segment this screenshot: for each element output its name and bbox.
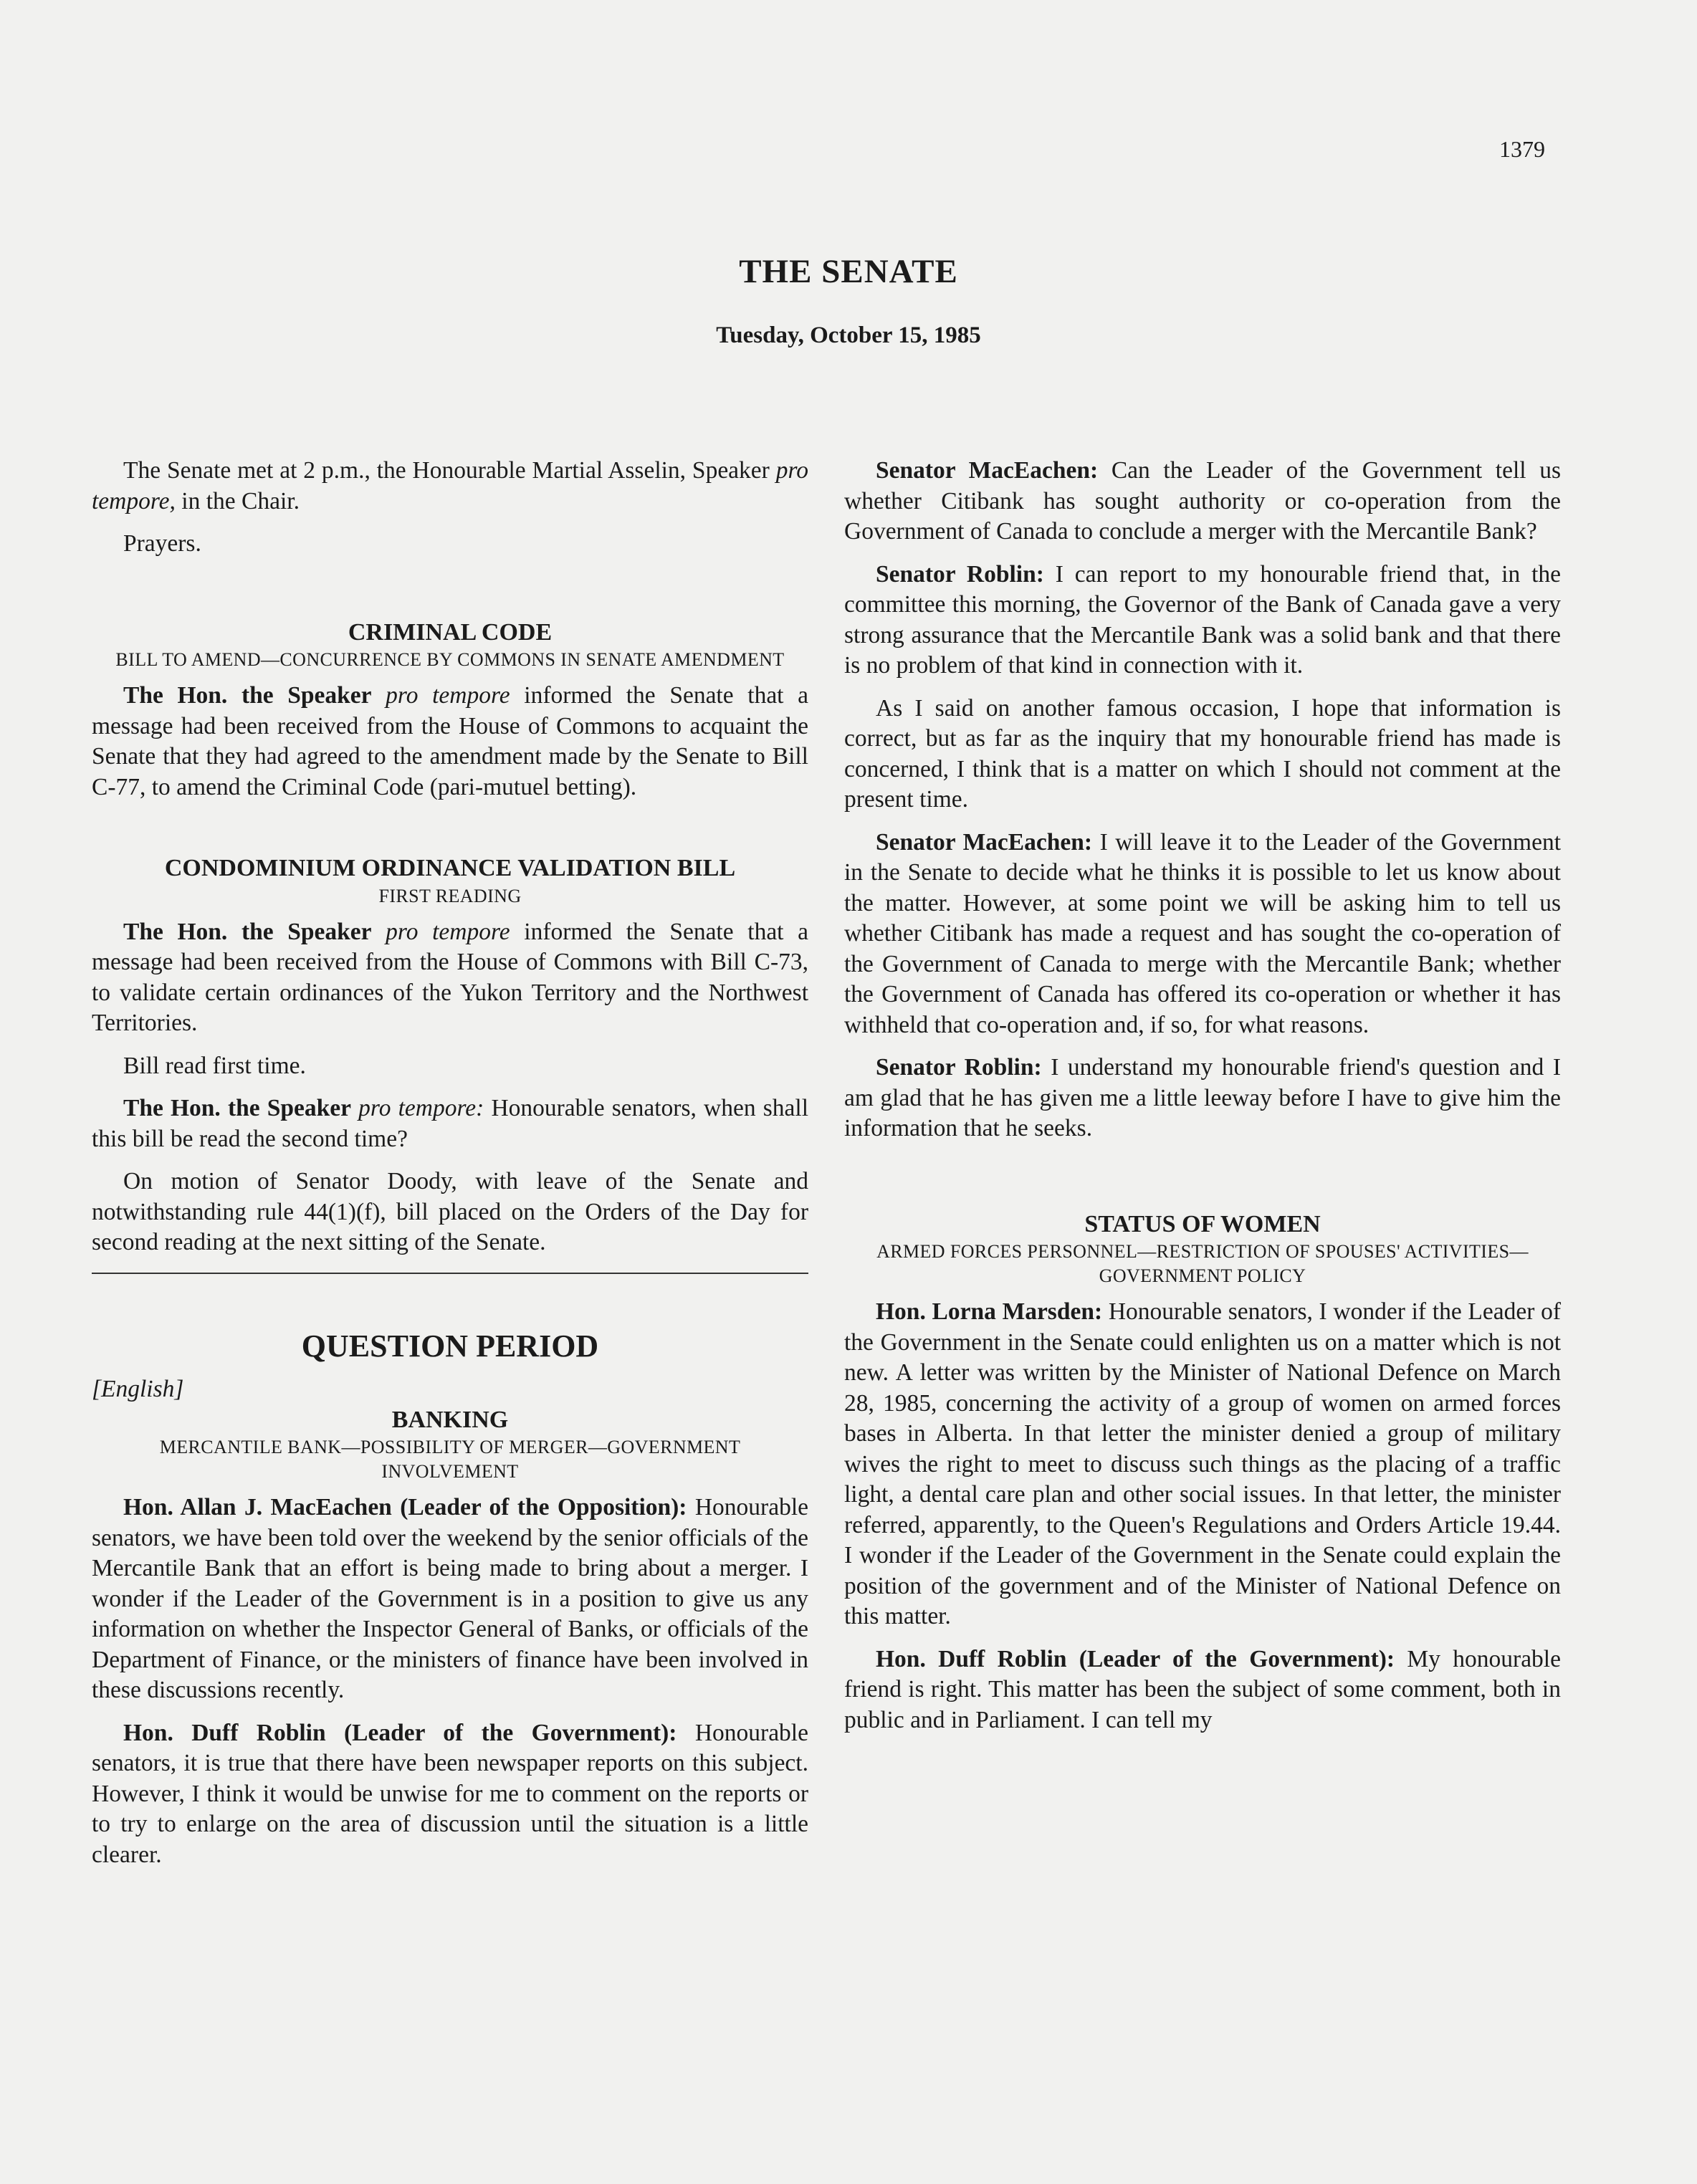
question-paragraph-5: As I said on another famous occasion, I hope that information is correct, but as far as the inquiry that my honourable friend has made is concerned, I think that is a matter on which I should not comment at the present time.: [844, 694, 1561, 813]
question-paragraph-4: Senator Roblin: I can report to my honourable friend that, in the committee this morning, the Governor of the Bank of Canada gave a very strong assurance that the Mercantile Bank was a solid bank and that there is no problem of that kind in connection with it.: [844, 560, 1562, 679]
prayers: Prayers.: [123, 530, 201, 557]
page-number: 1379: [1499, 136, 1545, 162]
question-paragraph-3: Senator MacEachen: Can the Leader of the Government tell us whether Citibank has sought authority or co-operation from the Government of Canada to conclude a merger with the Mercantile Bank?: [844, 457, 1561, 545]
status-of-women-subheading: ARMED FORCES PERSONNEL—RESTRICTION OF SPOUSES' ACTIVITIES—GOVERNMENT POLICY: [876, 1241, 1529, 1286]
condominium-paragraph-4: On motion of Senator Doody, with leave of the Senate and notwithstanding rule 44(1)(f), bill placed on the Orders of the Day for second reading at the next sitting of the Senate.: [92, 1168, 808, 1255]
status-of-women-heading: STATUS OF WOMEN: [1084, 1210, 1321, 1237]
page-title: THE SENATE: [739, 253, 958, 290]
banking-subheading: MERCANTILE BANK—POSSIBILITY OF MERGER—GOVERNMENT INVOLVEMENT: [159, 1437, 741, 1482]
language-marker: [English]: [92, 1376, 184, 1402]
banking-heading: BANKING: [391, 1406, 509, 1433]
question-paragraph-6: Senator MacEachen: I will leave it to the Leader of the Government in the Senate to decide what he thinks it is possible to let us know about the matter. However, at some point we will be asking him to tell us whether Citibank has made a request and has sought the co-operation of the Government of Canada to merge with the Mercantile Bank; whether the Government of Canada has offered its co-operation or whether it has withheld that co-operation and, if so, for what reasons.: [844, 828, 1561, 1038]
sitting-date: Tuesday, October 15, 1985: [716, 322, 981, 348]
condominium-paragraph-2: Bill read first time.: [123, 1052, 306, 1079]
women-paragraph-1: Hon. Lorna Marsden: Honourable senators, I wonder if the Leader of the Government in the Senate could enlighten us on a matter which is not new. A letter was written by the Minister of National Defence on March 28, 1985, concerning the activity of a group of women on armed forces bases in Alberta. In that letter the minister denied a group of military wives the right to meet to discuss such things as the placing of a traffic light, a dental care plan and other social issues. In that letter, the minister referred, apparently, to the Queen's Regulations and Orders Article 19.44. I wonder if the Leader of the Government in the Senate could explain the position of the government and of the Minister of National Defence on this matter.: [844, 1298, 1561, 1629]
condominium-heading: CONDOMINIUM ORDINANCE VALIDATION BILL: [164, 855, 736, 881]
condominium-subheading: FIRST READING: [378, 885, 522, 906]
question-paragraph-2: Hon. Duff Roblin (Leader of the Government): Honourable senators, it is true that there have been newspaper reports on this subject. However, I think it would be unwise for me to comment on the reports or to try to enlarge on the area of discussion until the situation is a little clearer.: [92, 1719, 808, 1868]
left-column: [92, 456, 808, 1882]
question-period-heading: QUESTION PERIOD: [301, 1328, 599, 1364]
question-paragraph-1: Hon. Allan J. MacEachen (Leader of the Opposition): Honourable senators, we have been told over the weekend by the senior officials of the Mercantile Bank that an effort is being made to bring about a merger. I wonder if the Leader of the Government is in a position to give us any information on whether the Inspector General of Banks, or officials of the Department of Finance, or the ministers of finance have been involved in these discussions recently.: [92, 1494, 808, 1703]
women-paragraph-2: Hon. Duff Roblin (Leader of the Government): My honourable friend is right. This matter has been the subject of some comment, both in public and in Parliament. I can tell my: [844, 1645, 1561, 1733]
condominium-paragraph-3: The Hon. the Speaker pro tempore: Honourable senators, when shall this bill be read the second time?: [92, 1095, 808, 1152]
opening-paragraph: The Senate met at 2 p.m., the Honourable Martial Asselin, Speaker pro tempore, in the Chair.: [92, 457, 808, 514]
question-paragraph-7: Senator Roblin: I understand my honourable friend's question and I am glad that he has given me a little leeway before I have to give him the information that he seeks.: [844, 1054, 1561, 1141]
condominium-paragraph-1: The Hon. the Speaker pro tempore informed the Senate that a message had been received from the House of Commons with Bill C-73, to validate certain ordinances of the Yukon Territory and the Northwest Territories.: [92, 918, 809, 1036]
criminal-code-paragraph: The Hon. the Speaker pro tempore informed the Senate that a message had been received from the House of Commons to acquaint the Senate that they had agreed to the amendment made by the Senate to Bill C-77, to amend the Criminal Code (pari-mutuel betting).: [92, 682, 809, 800]
criminal-code-heading: CRIMINAL CODE: [348, 618, 553, 646]
criminal-code-subheading: BILL TO AMEND—CONCURRENCE BY COMMONS IN SENATE AMENDMENT: [115, 649, 785, 670]
right-column: [844, 456, 1561, 1748]
